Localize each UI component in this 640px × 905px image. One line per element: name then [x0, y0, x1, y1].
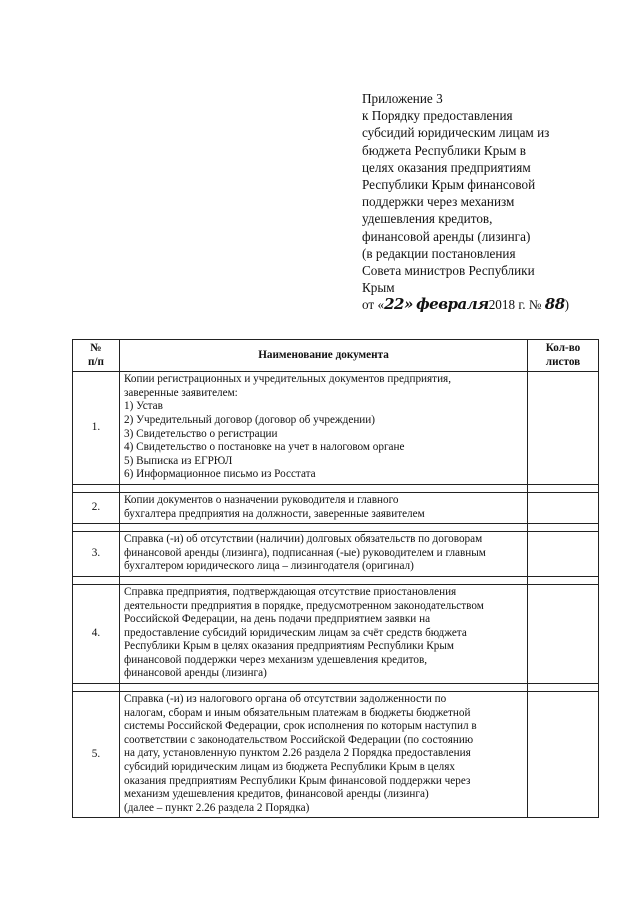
- row-line: финансовой аренды (лизинга): [124, 667, 267, 680]
- row-document-name: [120, 692, 528, 818]
- header-line: бюджета Республики Крым в: [362, 142, 527, 158]
- row-sheet-count: [528, 584, 599, 683]
- row-line: финансовой аренды (лизинга), подписанная (-ые) руководителем и главным: [124, 546, 486, 559]
- row-line: 1) Устав: [124, 400, 163, 413]
- row-line: 6) Информационное письмо из Росстата: [124, 468, 316, 481]
- header-num: № п/п: [73, 340, 120, 372]
- row-line: на дату, установленную пунктом 2.26 раздела 2 Порядка предоставления: [124, 747, 471, 760]
- documents-table: [72, 339, 599, 818]
- row-line: налогам, сборам и иным обязательным платежам в бюджеты бюджетной: [124, 706, 471, 719]
- header-count: Кол-во листов: [528, 340, 599, 372]
- row-line: бухгалтером юридического лица – лизингодателя (оригинал): [124, 560, 414, 573]
- row-spacer: [73, 576, 599, 584]
- header-name: Наименование документа: [120, 340, 528, 372]
- table-row: [73, 372, 599, 485]
- header-line: финансовой аренды (лизинга): [362, 228, 531, 244]
- header-line: к Порядку предоставления: [362, 108, 513, 124]
- row-line: субсидий юридическим лицам из бюджета Республики Крым в целях: [124, 761, 455, 774]
- row-line: финансовой поддержки через механизм удешевления кредитов,: [124, 653, 428, 666]
- row-line: Справка (-и) из налогового органа об отсутствии задолженности по: [124, 693, 447, 706]
- row-line: Справка предприятия, подтверждающая отсутствие приостановления: [124, 585, 457, 598]
- handwritten-doc-number: 88: [544, 295, 565, 314]
- row-sheet-count: [528, 692, 599, 818]
- header-line: Совета министров Республики: [362, 263, 535, 279]
- row-line: деятельности предприятия в порядке, предусмотренном законодательством: [124, 599, 484, 612]
- header-line: Республики Крым финансовой: [362, 177, 536, 193]
- table-row: [73, 532, 599, 577]
- date-close: ): [564, 297, 570, 313]
- row-line: 3) Свидетельство о регистрации: [124, 427, 278, 440]
- row-line: бухгалтера предприятия на должности, заверенные заявителем: [124, 507, 425, 520]
- header-line: Крым: [362, 280, 395, 296]
- table-row: [73, 692, 599, 818]
- row-document-name: [120, 584, 528, 683]
- date-prefix: от «: [362, 297, 385, 313]
- row-sheet-count: [528, 492, 599, 523]
- header-line: Приложение 3: [362, 91, 443, 106]
- handwritten-day: 22»: [384, 295, 413, 314]
- row-line: Копии регистрационных и учредительных документов предприятия,: [124, 373, 451, 386]
- header-line: удешевления кредитов,: [362, 211, 493, 227]
- row-sheet-count: [528, 532, 599, 577]
- row-spacer: [73, 524, 599, 532]
- row-line: Российской Федерации, на день подачи предприятием заявки на: [124, 613, 431, 626]
- table-row: [73, 492, 599, 523]
- row-line: Копии документов о назначении руководителя и главного: [124, 493, 399, 506]
- row-number: 5.: [73, 692, 120, 818]
- row-line: системы Российской Федерации, срок исполнения по которым наступил в: [124, 720, 477, 733]
- row-line: (далее – пункт 2.26 раздела 2 Порядка): [124, 801, 310, 814]
- row-line: Справка (-и) об отсутствии (наличии) долговых обязательств по договорам: [124, 533, 483, 546]
- date-year-suffix: 2018 г. №: [488, 297, 542, 313]
- row-number: 4.: [73, 584, 120, 683]
- header-line: поддержки через механизм: [362, 194, 515, 210]
- row-line: соответствии с законодательством Российской Федерации (по состоянию: [124, 733, 474, 746]
- header-line: (в редакции постановления: [362, 245, 516, 261]
- row-line: предоставление субсидий юридическим лицам за счёт средств бюджета: [124, 626, 467, 639]
- row-line: 5) Выписка из ЕГРЮЛ: [124, 454, 233, 467]
- row-line: механизм удешевления кредитов, финансовой аренды (лизинга): [124, 788, 429, 801]
- table-row: [73, 584, 599, 683]
- row-spacer: [73, 684, 599, 692]
- appendix-header: [362, 90, 612, 314]
- row-document-name: [120, 492, 528, 523]
- header-line: субсидий юридическим лицам из: [362, 125, 550, 141]
- row-line: оказания предприятиям Республики Крым финансовой поддержки через: [124, 774, 471, 787]
- table-header-row: [73, 340, 599, 372]
- date-line: [362, 296, 612, 313]
- row-number: 1.: [73, 372, 120, 485]
- handwritten-month: февраля: [416, 295, 489, 314]
- row-line: 2) Учредительный договор (договор об учреждении): [124, 413, 376, 426]
- row-document-name: [120, 532, 528, 577]
- row-number: 3.: [73, 532, 120, 577]
- row-spacer: [73, 484, 599, 492]
- row-line: Республики Крым в целях оказания предприятиям Республики Крым: [124, 640, 454, 653]
- row-line: заверенные заявителем:: [124, 386, 238, 399]
- header-line: целях оказания предприятиям: [362, 159, 531, 175]
- row-document-name: [120, 372, 528, 485]
- row-line: 4) Свидетельство о постановке на учет в налоговом органе: [124, 441, 405, 454]
- row-sheet-count: [528, 372, 599, 485]
- row-number: 2.: [73, 492, 120, 523]
